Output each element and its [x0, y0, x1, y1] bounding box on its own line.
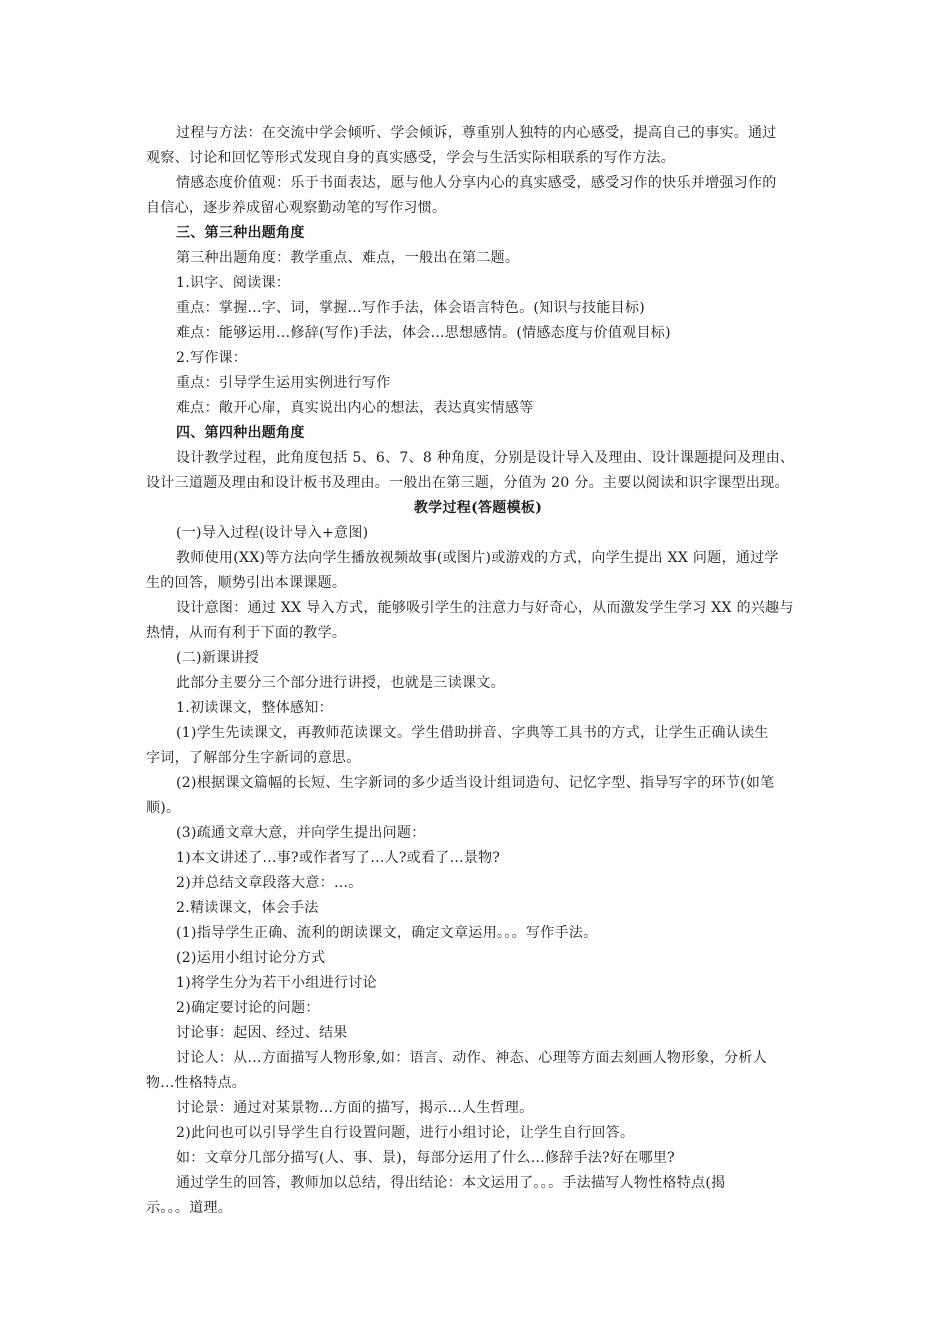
text-line: 生的回答，顺势引出本课课题。: [146, 575, 347, 591]
section-title: 教学过程(答题模板): [413, 500, 543, 516]
text-line: 如：文章分几部分描写(人、事、景)，每部分运用了什么...修辞手法?好在哪里?: [176, 1150, 675, 1166]
text-line: 情感态度价值观：乐于书面表达，愿与他人分享内心的真实感受，感受习作的快乐并增强习作的: [176, 175, 777, 191]
text-line: (1)指导学生正确、流利的朗读课文，确定文章运用。。。写作手法。: [176, 925, 598, 941]
text-line: 教师使用(XX)等方法向学生播放视频故事(或图片)或游戏的方式，向学生提出 XX 问题，通过学: [176, 550, 779, 566]
text-line: 重点：掌握...字、词，掌握...写作手法，体会语言特色。(知识与技能目标): [176, 300, 646, 316]
text-line: 难点：敞开心扉，真实说出内心的想法，表达真实情感等: [176, 400, 534, 416]
text-line: 示。。。道理。: [146, 1200, 233, 1216]
text-line: 观察、讨论和回忆等形式发现自身的真实感受，学会与生活实际相联系的写作方法。: [146, 150, 676, 166]
document-body: [146, 121, 810, 1221]
text-line: 通过学生的回答，教师加以总结，得出结论：本文运用了。。。手法描写人物性格特点(揭: [176, 1175, 726, 1191]
text-line: 物...性格特点。: [146, 1075, 247, 1091]
text-line: 2.精读课文，体会手法: [176, 900, 319, 916]
text-line: 此部分主要分三个部分进行讲授，也就是三读课文。: [176, 675, 505, 691]
text-line: 过程与方法：在交流中学会倾听、学会倾诉，尊重别人独特的内心感受，提高自己的事实。通过: [176, 125, 777, 141]
text-line: (一)导入过程(设计导入+意图): [176, 525, 369, 541]
text-line: (2)根据课文篇幅的长短、生字新词的多少适当设计组词造句、记忆字型、指导写字的环节(如笔: [176, 775, 775, 791]
text-line: 2.写作课：: [176, 350, 248, 366]
text-line: 2)确定要讨论的问题：: [176, 1000, 320, 1016]
text-line: 设计教学过程，此角度包括 5、6、7、8 种角度，分别是设计导入及理由、设计课题提问及理由、: [176, 450, 795, 466]
text-line: (1)学生先读课文，再教师范读课文。学生借助拼音、字典等工具书的方式，让学生正确认读生: [176, 725, 769, 741]
text-line: 热情，从而有利于下面的教学。: [146, 625, 347, 641]
section-heading: 四、第四种出题角度: [176, 425, 305, 441]
text-line: 1)将学生分为若干小组进行讨论: [176, 975, 377, 991]
text-line: (2)运用小组讨论分方式: [176, 950, 326, 966]
text-line: 重点：引导学生运用实例进行写作: [176, 375, 391, 391]
text-line: 1.初读课文，整体感知：: [176, 700, 333, 716]
text-line: 设计意图：通过 XX 导入方式，能够吸引学生的注意力与好奇心，从而激发学生学习 XX 的兴趣与: [176, 600, 794, 616]
text-line: 设计三道题及理由和设计板书及理由。一般出在第三题，分值为 20 分。主要以阅读和识字课型出现。: [146, 475, 789, 491]
text-line: 字词，了解部分生字新词的意思。: [146, 750, 361, 766]
text-line: (二)新课讲授: [176, 650, 260, 666]
text-line: 讨论人：从...方面描写人物形象,如：语言、动作、神态、心理等方面去刻画人物形象，分析人: [176, 1050, 767, 1066]
text-line: 2)并总结文章段落大意：...。: [176, 875, 363, 891]
text-line: 2)此问也可以引导学生自行设置问题，进行小组讨论，让学生自行回答。: [176, 1125, 635, 1141]
text-line: 讨论事：起因、经过、结果: [176, 1025, 348, 1041]
text-line: 1)本文讲述了...事?或作者写了...人?或看了...景物?: [176, 850, 501, 866]
text-line: 1.识字、阅读课：: [176, 275, 291, 291]
text-line: 顺)。: [146, 800, 181, 816]
text-line: 第三种出题角度：教学重点、难点，一般出在第二题。: [176, 250, 520, 266]
text-line: 讨论景：通过对某景物...方面的描写，揭示...人生哲理。: [176, 1100, 534, 1116]
text-line: 难点：能够运用...修辞(写作)手法，体会...思想感情。(情感态度与价值观目标): [176, 325, 671, 341]
section-heading: 三、第三种出题角度: [176, 225, 305, 241]
text-line: 自信心，逐步养成留心观察勤动笔的写作习惯。: [146, 200, 447, 216]
text-line: (3)疏通文章大意，并向学生提出问题：: [176, 825, 426, 841]
